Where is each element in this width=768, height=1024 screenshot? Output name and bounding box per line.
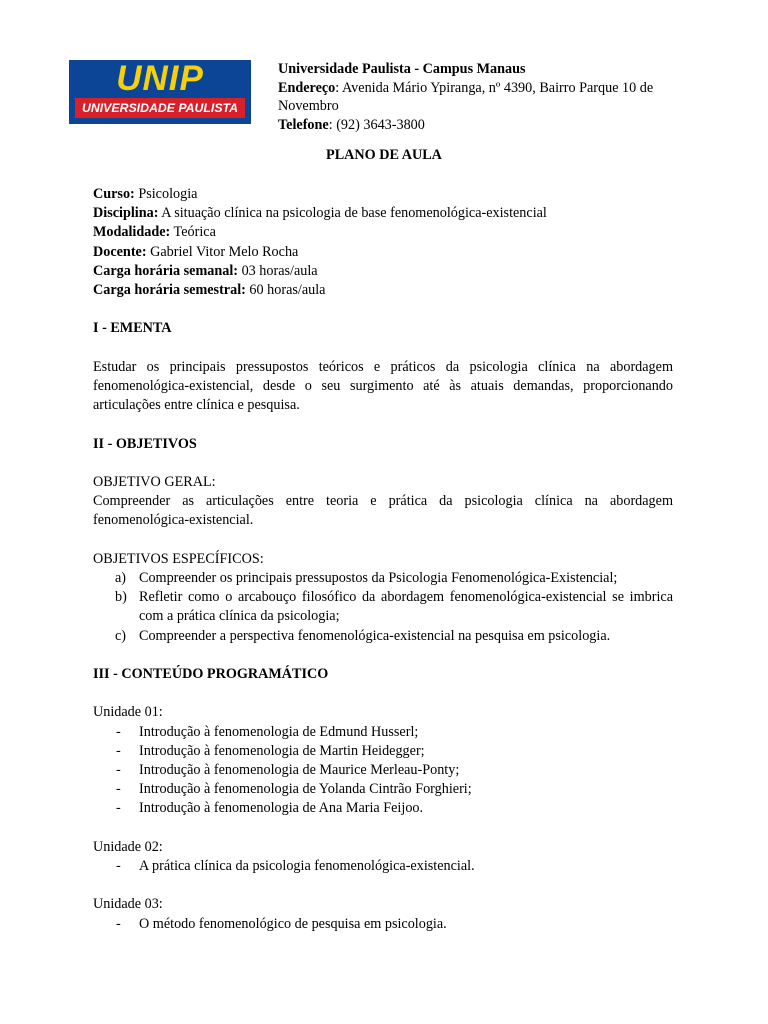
list-item [93, 799, 673, 818]
course-info [93, 185, 673, 300]
phone-label: Telefone [278, 116, 329, 133]
list-marker: - [116, 723, 121, 740]
unit-label: Unidade 02: [93, 838, 163, 855]
page-title: PLANO DE AULA [326, 147, 442, 163]
institution-header [278, 60, 698, 134]
document-body [93, 185, 673, 934]
objetivo-geral-label: OBJETIVO GERAL: [93, 473, 216, 490]
list-item-text: Introdução à fenomenologia de Edmund Husserl; [139, 723, 419, 740]
ementa-text: Estudar os principais pressupostos teóricos e práticos da psicologia clínica na abordagem fenomenológica-existencial, desde o seu surgimento até às atuais demandas, proporcionando articulações entre clínica e pesquisa. [93, 358, 673, 414]
list-item [93, 569, 673, 588]
list-item [93, 723, 673, 742]
info-weekly-hours [93, 262, 673, 281]
info-value: Psicologia [134, 186, 198, 202]
info-modality [93, 223, 673, 242]
objetivo-geral-text: Compreender as articulações entre teoria e prática da psicologia clínica na abordagem fenomenológica-existencial. [93, 493, 673, 529]
objetivos-especificos-list [93, 569, 673, 646]
list-item [93, 627, 673, 646]
list-marker: b) [115, 589, 127, 606]
address-label: Endereço [278, 79, 336, 96]
info-discipline [93, 204, 673, 223]
info-course [93, 185, 673, 204]
list-marker: - [116, 857, 121, 874]
info-value: A situação clínica na psicologia de base fenomenológica-existencial [158, 205, 547, 222]
list-item-text: Introdução à fenomenologia de Martin Heidegger; [139, 742, 425, 759]
list-marker: a) [115, 569, 127, 586]
logo-subtitle: UNIVERSIDADE PAULISTA [75, 98, 245, 118]
objetivos-heading: II - OBJETIVOS [93, 435, 197, 452]
address-value: : Avenida Mário Ypiranga, nº 4390, Bairro Parque 10 de Novembro [278, 79, 654, 114]
unit-label: Unidade 03: [93, 896, 163, 913]
info-value: Teórica [170, 224, 216, 241]
list-item-text: Refletir como o arcabouço filosófico da abordagem fenomenológica-existencial se imbrica com a prática clínica da psicologia; [139, 589, 673, 625]
info-label: Docente: [93, 243, 147, 260]
unip-logo [69, 60, 251, 124]
unit-label: Unidade 01: [93, 704, 163, 721]
address-line [278, 79, 698, 116]
objetivos-especificos-label: OBJETIVOS ESPECÍFICOS: [93, 550, 264, 567]
unit-03-list [93, 915, 673, 934]
list-marker: - [116, 761, 121, 778]
institution-name: Universidade Paulista - Campus Manaus [278, 61, 526, 77]
unit-02-list [93, 857, 673, 876]
list-item-text: O método fenomenológico de pesquisa em psicologia. [139, 915, 447, 932]
list-item-text: Introdução à fenomenologia de Maurice Merleau-Ponty; [139, 761, 460, 778]
list-item [93, 915, 673, 934]
list-item [93, 742, 673, 761]
list-item [93, 857, 673, 876]
unit-01-list [93, 723, 673, 819]
list-item-text: Compreender a perspectiva fenomenológica-existencial na pesquisa em psicologia. [139, 627, 611, 644]
info-teacher [93, 243, 673, 262]
info-value: 60 horas/aula [245, 282, 326, 299]
info-label: Modalidade: [93, 224, 171, 241]
list-item [93, 780, 673, 799]
info-value: Gabriel Vitor Melo Rocha [146, 243, 299, 260]
info-value: 03 horas/aula [238, 262, 318, 279]
phone-value: : (92) 3643-3800 [328, 116, 425, 133]
list-marker: c) [115, 627, 127, 644]
ementa-heading: I - EMENTA [93, 320, 172, 337]
conteudo-heading: III - CONTEÚDO PROGRAMÁTICO [93, 665, 329, 682]
info-label: Carga horária semanal: [93, 262, 239, 279]
info-label: Disciplina: [93, 205, 159, 222]
info-semester-hours [93, 281, 673, 300]
logo-wordmark: UNIP [116, 60, 204, 98]
list-item-text: Introdução à fenomenologia de Yolanda Cintrão Forghieri; [139, 781, 472, 798]
list-marker: - [116, 800, 121, 817]
list-item-text: Introdução à fenomenologia de Ana Maria Feijoo. [139, 800, 424, 817]
list-item [93, 588, 673, 626]
info-label: Curso: [93, 186, 135, 202]
list-item-text: Compreender os principais pressupostos da Psicologia Fenomenológica-Existencial; [139, 569, 618, 586]
list-marker: - [116, 915, 121, 932]
list-marker: - [116, 742, 121, 759]
phone-line [278, 116, 698, 135]
list-marker: - [116, 781, 121, 798]
list-item-text: A prática clínica da psicologia fenomenológica-existencial. [139, 857, 475, 874]
info-label: Carga horária semestral: [93, 282, 246, 299]
list-item [93, 761, 673, 780]
